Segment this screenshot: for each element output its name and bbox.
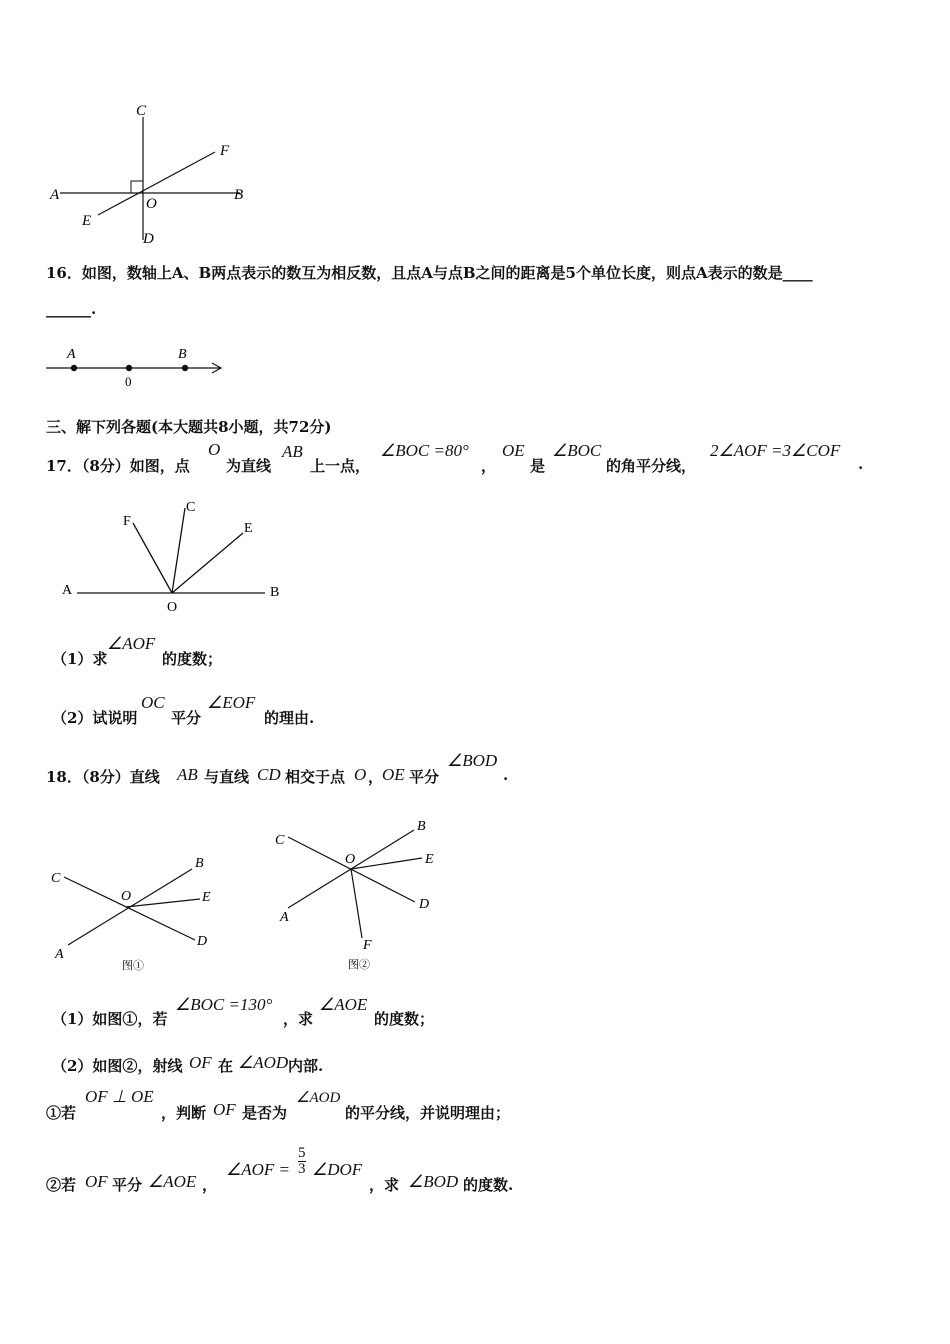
q18-sub2ii-math3a: ∠AOF = bbox=[226, 1160, 291, 1179]
label-e: E bbox=[425, 852, 434, 867]
q18-sub2-b: 在 bbox=[218, 1057, 234, 1075]
label-c: C bbox=[136, 103, 147, 119]
q17-sub2-a: （2）试说明 bbox=[52, 709, 138, 727]
q18-sub1-b: ，求 bbox=[283, 1010, 314, 1028]
label-c: C bbox=[275, 833, 285, 848]
fraction-denominator: 3 bbox=[298, 1161, 306, 1177]
label-f: F bbox=[220, 143, 230, 159]
q17-sub2-math1: OC bbox=[141, 693, 165, 712]
q17-math-eq: 2∠AOF =3∠COF bbox=[710, 441, 841, 460]
point-origin bbox=[126, 365, 132, 371]
figure-18-1 bbox=[40, 845, 230, 980]
q17-part3: 上一点， bbox=[310, 457, 371, 475]
label-e: E bbox=[82, 213, 92, 229]
label-d: D bbox=[143, 231, 154, 247]
label-b: B bbox=[270, 585, 280, 600]
question-16-text: 16．如图，数轴上A、B两点表示的数互为相反数，且点A与点B之间的距离是5个单位长度，则点A表示的数是____ bbox=[46, 264, 813, 282]
q18-sub2-a: （2）如图②，射线 bbox=[52, 1057, 183, 1075]
point-b bbox=[182, 365, 188, 371]
q18-math-o: O bbox=[354, 765, 367, 784]
label-c: C bbox=[186, 500, 196, 515]
figure-18-2 bbox=[265, 810, 455, 980]
q17-part7: . bbox=[858, 455, 864, 473]
q17-math-boc: ∠BOC bbox=[552, 441, 602, 460]
q18-sub2ii-d: ，求 bbox=[369, 1176, 400, 1194]
q17-part6: 的角平分线， bbox=[606, 457, 697, 475]
q18-math-cd: CD bbox=[257, 765, 281, 784]
q18-sub2-math2: ∠AOD bbox=[238, 1053, 289, 1072]
q18-sub2-c: 内部. bbox=[288, 1057, 324, 1075]
label-e: E bbox=[202, 890, 211, 905]
q17-part1: 17．（8分）如图，点 bbox=[46, 457, 190, 475]
figure-15 bbox=[40, 95, 270, 255]
q18-sub2ii-c: ， bbox=[202, 1176, 218, 1194]
q18-sub2ii-math1: OF bbox=[85, 1172, 108, 1191]
label-o: O bbox=[121, 889, 132, 904]
q18-sub2i-a: ①若 bbox=[46, 1104, 77, 1122]
q18-sub1-c: 的度数； bbox=[374, 1010, 435, 1028]
q18-part4: ， bbox=[368, 768, 384, 786]
label-a: A bbox=[280, 910, 289, 925]
q18-part1: 18．（8分）直线 bbox=[46, 768, 160, 786]
q17-sub1-math: ∠AOF bbox=[107, 634, 156, 653]
q17-sub2-math2: ∠EOF bbox=[207, 693, 256, 712]
q18-sub2ii-math4: ∠BOD bbox=[408, 1172, 459, 1191]
q17-math-oe: OE bbox=[502, 441, 525, 460]
label-o: O bbox=[167, 600, 178, 615]
q18-sub2-math1: OF bbox=[189, 1053, 212, 1072]
q18-sub2ii-math2: ∠AOE bbox=[148, 1172, 197, 1191]
q17-part2: 为直线 bbox=[226, 457, 272, 475]
label-f: F bbox=[363, 938, 372, 953]
label-e: E bbox=[244, 521, 253, 536]
label-o: O bbox=[146, 196, 157, 212]
q18-part5: 平分 bbox=[409, 768, 440, 786]
q17-sub1-a: （1）求 bbox=[52, 650, 108, 668]
point-a bbox=[71, 365, 77, 371]
q18-sub2i-math3: ∠AOD bbox=[296, 1090, 341, 1106]
label-d: D bbox=[419, 897, 430, 912]
q18-part3: 相交于点 bbox=[285, 768, 346, 786]
q17-math-ab: AB bbox=[282, 442, 303, 461]
q18-sub2i-math2: OF bbox=[213, 1100, 236, 1119]
label-o: O bbox=[345, 852, 356, 867]
q17-math-o: O bbox=[208, 440, 221, 459]
q18-part2: 与直线 bbox=[204, 768, 250, 786]
label-b: B bbox=[178, 347, 187, 362]
label-a: A bbox=[55, 947, 64, 962]
q18-sub2ii-math3b: ∠DOF bbox=[312, 1160, 363, 1179]
number-line bbox=[40, 340, 240, 390]
q17-math-angle: ∠BOC =80° bbox=[380, 441, 469, 460]
caption-fig2: 图② bbox=[348, 959, 370, 971]
q18-sub1-math2: ∠AOE bbox=[319, 995, 368, 1014]
q17-sub1-b: 的度数； bbox=[162, 650, 223, 668]
q17-sub2-b: 平分 bbox=[171, 709, 202, 727]
q18-sub2i-c: 是否为 bbox=[242, 1104, 288, 1122]
label-d: D bbox=[197, 934, 208, 949]
q17-part4: ， bbox=[481, 457, 497, 475]
figure-17 bbox=[55, 495, 305, 620]
label-f: F bbox=[123, 514, 131, 529]
section-title: 三、解下列各题(本大题共8小题，共72分) bbox=[46, 418, 332, 436]
fraction-numerator: 5 bbox=[298, 1145, 306, 1161]
q18-math-bod: ∠BOD bbox=[447, 751, 498, 770]
q18-sub2i-math1: OF ⊥ OE bbox=[85, 1087, 154, 1106]
label-b: B bbox=[195, 856, 204, 871]
q18-sub1-math1: ∠BOC =130° bbox=[175, 995, 273, 1014]
label-a: A bbox=[50, 187, 60, 203]
label-c: C bbox=[51, 871, 61, 886]
q18-sub2i-b: ，判断 bbox=[161, 1104, 207, 1122]
question-16-blank: ______. bbox=[46, 300, 97, 318]
label-a: A bbox=[67, 347, 76, 362]
q18-sub2ii-a: ②若 bbox=[46, 1176, 77, 1194]
q18-sub1-a: （1）如图①，若 bbox=[52, 1010, 168, 1028]
caption-fig1: 图① bbox=[122, 960, 144, 972]
q18-sub2ii-b: 平分 bbox=[112, 1176, 143, 1194]
q18-math-oe: OE bbox=[382, 765, 405, 784]
q18-sub2ii-e: 的度数. bbox=[463, 1176, 514, 1194]
q17-sub2-c: 的理由. bbox=[264, 709, 315, 727]
label-b: B bbox=[417, 819, 426, 834]
q18-part6: . bbox=[503, 766, 509, 784]
label-zero: 0 bbox=[125, 374, 132, 389]
fraction-5-3 bbox=[298, 1146, 306, 1177]
label-b: B bbox=[234, 187, 244, 203]
q18-math-ab: AB bbox=[177, 765, 198, 784]
label-a: A bbox=[62, 583, 73, 598]
q17-part5: 是 bbox=[530, 457, 546, 475]
q18-sub2i-d: 的平分线，并说明理由； bbox=[345, 1104, 511, 1122]
